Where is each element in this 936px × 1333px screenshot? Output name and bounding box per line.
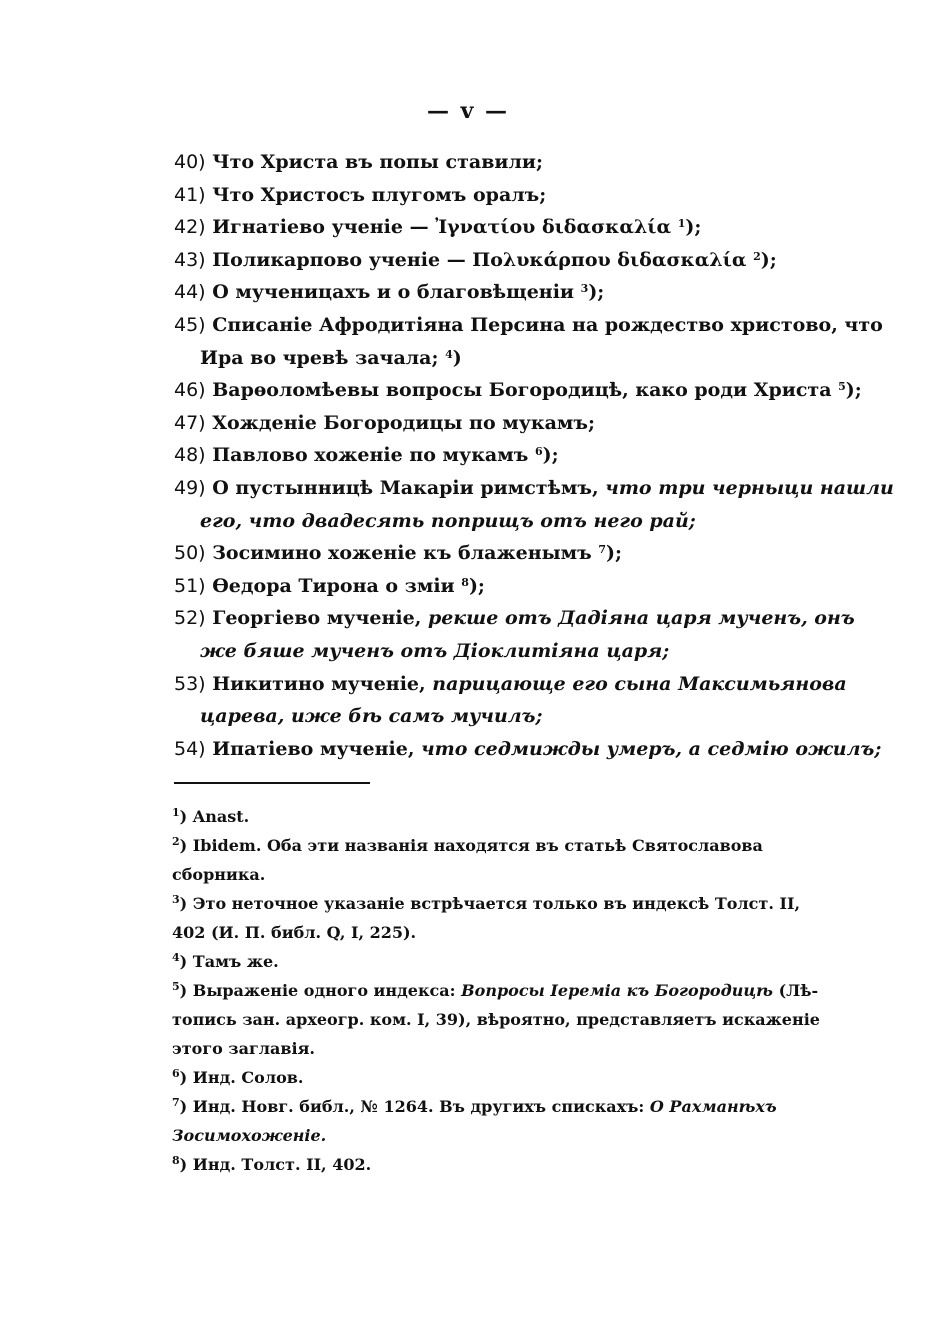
footnote: $^5$) Выраженіе одного индекса: Вопросы Іереміа къ Богородицѣ (Лѣ- топись зан. археогр. ком. I, 39), вѣроятно, представляетъ искаженіе этого заглавія. [172,976,766,1063]
entry-italic: рекше отъ Дадіяна царя мученъ, онъ [427,607,855,630]
footnote: $^7$) Инд. Новг. библ., № 1264. Въ другихъ спискахъ: О Рахманѣхъ Зосимохоженіе. [172,1096,777,1145]
entry-text: Зосимино хоженіе къ блаженымъ [212,542,592,565]
footnote-mark: 2 [172,835,180,848]
footnote-ref: 6 [534,445,543,459]
footnote: $^1$) Anast. [172,806,250,826]
footnote: $^2$) Ibidem. Оба эти названія находятся въ статьѣ Святославова сборника. [172,831,766,889]
footnote-text-continued: 402 (И. П. библ. Q, I, 225). [172,923,417,942]
footnote-list [172,802,820,1179]
footnote-ref: 3 [580,282,589,296]
footnote-ref: 5 [838,380,846,394]
footnote-text: Anast. [192,807,250,826]
footnote-text: Ibidem. Оба эти названія находятся въ статьѣ Святославова [192,836,763,855]
entry-italic: что три черныци нашли [605,476,894,499]
entry-italic: парицающе его сына Максимьянова [432,672,847,695]
footnote-mark: 4 [172,951,180,964]
entry-number: 50) [174,542,206,565]
footnote: $^4$) Тамъ же. [172,951,279,971]
footnote-divider [174,782,370,784]
list-item [174,407,774,440]
footnote-ref: 2 [753,249,761,263]
footnote-text: Инд. Новг. библ., № 1264. Въ другихъ спискахъ: [192,1097,645,1116]
entry-tail: ); [468,574,485,597]
entry-text: Что Христа въ попы ставили; [212,151,544,173]
entry-text: Списаніе Афродитіяна Персина на рождество христово, что [212,313,883,336]
footnote-text: Тамъ же. [192,952,279,971]
entry-number: 44) [174,281,206,304]
footnote-ref: 1 [677,217,686,231]
entry-italic-continued: его, что двадесять поприщъ отъ него рай; [200,509,696,532]
entry-text: Георгіево мученіе, [212,607,422,630]
entry-tail: ); [542,444,559,467]
entry-tail: ); [845,379,862,402]
entry-text: Ѳедора Тирона о зміи [212,574,455,597]
list-item [174,537,774,570]
list-item [174,668,847,733]
list-item [174,439,774,472]
list-item [174,472,894,537]
footnote-text: Выраженіе одного индекса: [192,981,456,1000]
footnote-italic: Вопросы Іереміа къ Богородицѣ [461,981,773,1000]
entry-number: 46) [174,379,206,402]
footnote: $^3$) Это неточное указаніе встрѣчается только въ индексѣ Толст. II, 402 (И. П. библ. Q, I, 225). [172,889,766,947]
entry-text: Никитино мученіе, [212,672,426,695]
entry-text: Игнатіево ученіе — Ἰγνατίου διδασκαλία [212,216,672,239]
entry-italic-continued: царева, иже бѣ самъ мучилъ; [200,705,543,728]
entry-number: 52) [174,607,206,630]
footnote-ref: 7 [598,543,607,557]
entry-text: Ипатіево мученіе, [212,737,415,760]
entry-text: Что Христосъ плугомъ оралъ; [212,183,547,206]
entry-number: 45) [174,313,206,336]
entry-text: Хожденіе Богородицы по мукамъ; [212,411,596,434]
entry-tail: ) [452,346,462,369]
footnote-italic: О Рахманѣхъ [649,1097,777,1116]
entry-italic-continued: же бяше мученъ отъ Діоклитіяна царя; [200,639,670,662]
entry-text: Поликарпово ученіе — Πολυκάρπου διδασκαλία [212,248,747,271]
entry-number: 48) [174,444,206,467]
footnote-mark: 8 [172,1154,180,1167]
list-item [174,374,862,407]
page-number: — v — [426,98,510,124]
entry-tail: ); [685,216,702,239]
entry-italic: что седмижды умеръ, а седмію ожилъ; [421,737,882,760]
entry-number: 47) [174,411,206,434]
entry-number: 49) [174,476,206,499]
entry-number: 51) [174,574,206,597]
footnote: $^6$) Инд. Солов. [172,1067,304,1087]
footnote-text: Инд. Толст. II, 402. [192,1155,372,1174]
entry-text: О мученицахъ и о благовѣщеніи [212,281,575,304]
footnote-text-continued: этого заглавія. [172,1039,315,1058]
footnote: $^8$) Инд. Толст. II, 402. [172,1154,372,1174]
footnote-mark: 1 [172,806,180,819]
entry-tail: ); [760,248,777,271]
footnote-mark: 7 [172,1096,180,1109]
footnote-text: Инд. Солов. [192,1068,304,1087]
list-item [174,276,774,309]
footnote-ref: 8 [461,575,469,589]
list-item [174,244,777,277]
entry-tail: ); [588,281,605,304]
list-item [174,146,774,179]
footnote-tail: (Лѣ- [778,981,819,1000]
footnote-mark: 5 [172,980,180,993]
entry-number: 40) [174,151,206,173]
entry-text: О пустынницѣ Макаріи римстѣмъ, [212,476,599,499]
entry-text: Павлово хоженіе по мукамъ [212,444,529,467]
footnote-italic-continued: Зосимохоженіе. [172,1126,327,1145]
entry-text-continued: Ира во чревѣ зачала; [200,346,439,369]
list-item [174,309,883,374]
entry-list [174,146,894,765]
footnote-text-continued: топись зан. археогр. ком. I, 39), вѣроятно, представляетъ искаженіе [172,1010,820,1029]
entry-tail: ); [606,542,623,565]
entry-number: 54) [174,737,206,760]
entry-number: 53) [174,672,206,695]
list-item [174,570,774,603]
footnote-mark: 6 [172,1067,180,1080]
entry-number: 42) [174,216,206,239]
footnote-text-continued: сборника. [172,865,266,884]
entry-number: 41) [174,183,206,206]
footnote-ref: 4 [445,347,453,361]
entry-number: 43) [174,248,206,271]
footnote-mark: 3 [172,893,180,906]
list-item [174,733,882,766]
list-item [174,602,855,667]
entry-text: Варѳоломѣевы вопросы Богородицѣ, како роди Христа [212,379,832,402]
footnote-text: Это неточное указаніе встрѣчается только въ индексѣ Толст. II, [192,894,801,913]
list-item [174,179,774,212]
list-item [174,211,774,244]
